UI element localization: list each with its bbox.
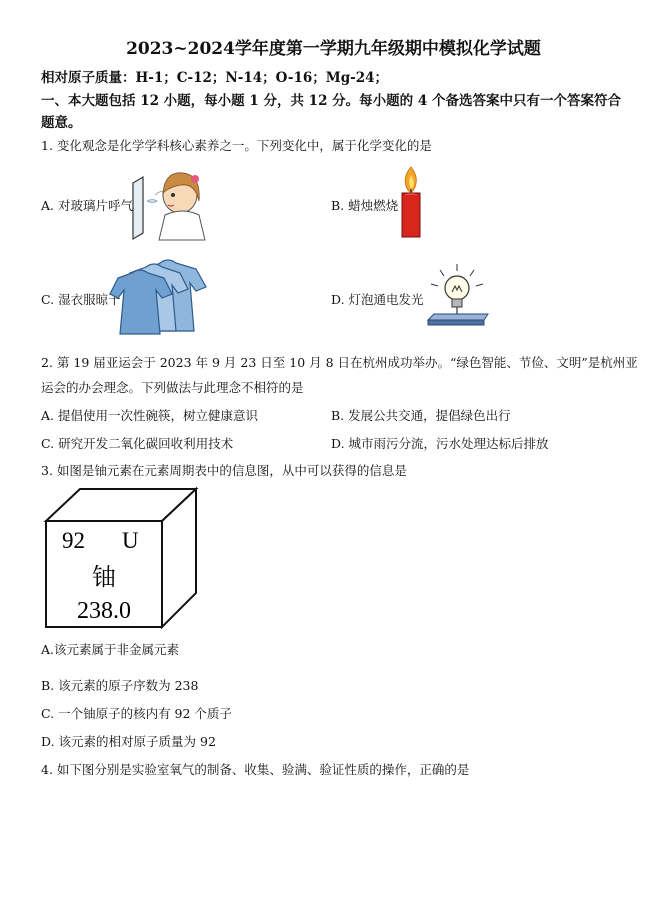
element-cube <box>40 487 202 632</box>
q1-option-b: B. 蜡烛燃烧 <box>331 198 399 213</box>
element-name: 铀 <box>92 565 116 591</box>
element-number: 92 <box>62 528 85 553</box>
section-header-line1: 一、本大题包括 12 小题，每小题 1 分，共 12 分。每小题的 4 个备选答案中只有一个答案符合 <box>41 93 621 109</box>
q3-stem: 3. 如图是铀元素在元素周期表中的信息图，从中可以获得的信息是 <box>41 463 407 478</box>
q1-option-d: D. 灯泡通电发光 <box>331 292 424 307</box>
q2-option-a: A. 提倡使用一次性碗筷，树立健康意识 <box>41 408 258 423</box>
q1-stem: 1. 变化观念是化学学科核心素养之一。下列变化中，属于化学变化的是 <box>41 138 432 153</box>
glowing-bulb-icon <box>424 262 490 328</box>
hanging-clothes-icon <box>120 255 215 337</box>
q2-option-b: B. 发展公共交通，提倡绿色出行 <box>331 408 511 423</box>
element-symbol: U <box>122 528 139 553</box>
q1-option-a: A. 对玻璃片呼气 <box>41 198 133 213</box>
atomic-masses: 相对原子质量：H-1；C-12；N-14；O-16；Mg-24； <box>41 70 389 86</box>
q3-option-c: C. 一个铀原子的核内有 92 个质子 <box>41 706 232 721</box>
q3-option-d: D. 该元素的相对原子质量为 92 <box>41 734 216 749</box>
burning-candle-icon <box>398 165 424 240</box>
q2-option-c: C. 研究开发二氧化碳回收利用技术 <box>41 436 234 451</box>
q3-option-b: B. 该元素的原子序数为 238 <box>41 678 199 693</box>
page-title: 2023~2024学年度第一学期九年级期中模拟化学试题 <box>126 39 541 59</box>
section-header-line2: 题意。 <box>41 115 82 131</box>
q2-option-d: D. 城市雨污分流，污水处理达标后排放 <box>331 436 549 451</box>
element-mass: 238.0 <box>77 598 131 624</box>
q4-stem: 4. 如下图分别是实验室氧气的制备、收集、验满、验证性质的操作，正确的是 <box>41 762 470 777</box>
q3-option-a: A.该元素属于非金属元素 <box>41 642 180 657</box>
q1-option-c: C. 湿衣服晾干 <box>41 292 121 307</box>
q2-stem-line1: 2. 第 19 届亚运会于 2023 年 9 月 23 日至 10 月 8 日在杭州成功举办。“绿色智能、节俭、文明”是杭州亚 <box>41 355 638 370</box>
girl-breathing-on-glass-icon <box>125 165 215 240</box>
q2-stem-line2: 运会的办会理念。下列做法与此理念不相符的是 <box>41 380 304 395</box>
